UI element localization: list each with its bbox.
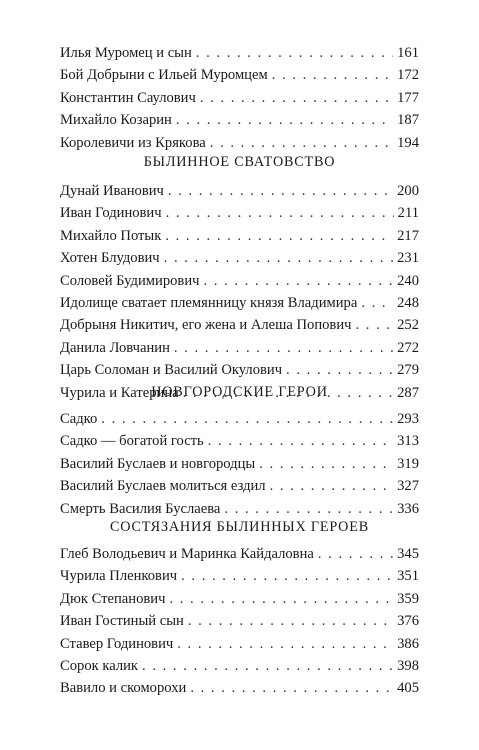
dot-leader <box>318 543 393 565</box>
toc-entry <box>60 292 419 314</box>
entry-page: 200 <box>397 183 419 199</box>
entry-page: 217 <box>397 227 419 244</box>
dot-leader <box>166 202 394 224</box>
entry-title: Иван Годинович <box>60 205 162 222</box>
toc-entry <box>60 498 419 520</box>
entry-page: 386 <box>397 635 419 652</box>
dot-leader <box>196 42 393 64</box>
toc-entry <box>60 64 419 86</box>
dot-leader <box>181 565 393 587</box>
dot-leader <box>286 359 393 381</box>
dot-leader <box>142 655 393 677</box>
entry-page: 376 <box>397 613 419 630</box>
toc-entry <box>60 610 419 632</box>
section-heading: СОСТЯЗАНИЯ БЫЛИННЫХ ГЕРОЕВ <box>110 519 369 535</box>
toc-entry <box>60 180 419 202</box>
entry-title: Константин Саулович <box>60 89 196 106</box>
section-list <box>60 543 419 700</box>
entry-page: 252 <box>397 317 419 334</box>
entry-page: 287 <box>397 384 419 401</box>
entry-title: Глеб Володьевич и Маринка Кайдаловна <box>60 546 314 562</box>
dot-leader <box>190 677 393 699</box>
entry-page: 345 <box>397 546 419 562</box>
entry-title: Соловей Будимирович <box>60 272 200 289</box>
entry-title: Дунай Иванович <box>60 183 164 199</box>
entry-page: 336 <box>397 500 419 517</box>
toc-entry <box>60 430 419 452</box>
dot-leader <box>188 610 393 632</box>
dot-leader <box>355 314 393 336</box>
dot-leader <box>203 270 393 292</box>
section-heading: НОВГОРОДСКИЕ ГЕРОИ <box>151 384 328 400</box>
entry-page: 293 <box>397 411 419 427</box>
entry-page: 398 <box>397 657 419 674</box>
entry-page: 194 <box>397 134 419 151</box>
entry-page: 240 <box>397 272 419 289</box>
toc-entry <box>60 42 419 64</box>
entry-title: Ставер Годинович <box>60 635 174 652</box>
dot-leader <box>208 430 393 452</box>
toc-entry <box>60 270 419 292</box>
dot-leader <box>165 225 393 247</box>
toc-entry <box>60 132 419 154</box>
entry-title: Чурила и Катерина <box>60 384 179 401</box>
entry-page: 351 <box>397 568 419 585</box>
toc-entry <box>60 633 419 655</box>
section-list <box>60 180 419 404</box>
toc-entry <box>60 359 419 381</box>
toc-top-list <box>60 42 419 154</box>
dot-leader <box>200 87 393 109</box>
entry-title: Чурила Пленкович <box>60 568 178 585</box>
section-heading: БЫЛИННОЕ СВАТОВСТВО <box>143 154 336 170</box>
dot-leader <box>101 408 393 430</box>
toc-entry <box>60 247 419 269</box>
entry-page: 359 <box>397 590 419 607</box>
dot-leader <box>174 337 393 359</box>
entry-title: Царь Соломан и Василий Окулович <box>60 362 283 379</box>
entry-page: 405 <box>397 680 419 697</box>
entry-title: Садко <box>60 411 98 427</box>
toc-entry <box>60 677 419 699</box>
toc-entry <box>60 475 419 497</box>
entry-title: Василий Буслаев и новгородцы <box>60 455 256 472</box>
dot-leader <box>272 64 393 86</box>
entry-title: Иван Гостиный сын <box>60 613 184 630</box>
entry-title: Хотен Блудович <box>60 250 160 267</box>
toc-entry <box>60 565 419 587</box>
toc-entry <box>60 337 419 359</box>
dot-leader <box>169 588 393 610</box>
entry-page: 327 <box>397 478 419 495</box>
toc-entry <box>60 314 419 336</box>
entry-title: Сорок калик <box>60 657 139 674</box>
entry-title: Идолище сватает племянницу князя Владимира <box>60 294 358 311</box>
entry-page: 272 <box>397 339 419 356</box>
entry-title: Бой Добрыни с Ильей Муромцем <box>60 67 268 84</box>
entry-title: Королевичи из Крякова <box>60 134 206 151</box>
toc-entry <box>60 543 419 565</box>
entry-title: Данила Ловчанин <box>60 339 170 356</box>
dot-leader <box>361 292 393 314</box>
dot-leader <box>270 475 394 497</box>
toc-entry <box>60 453 419 475</box>
entry-page: 172 <box>397 67 419 84</box>
entry-page: 177 <box>397 89 419 106</box>
dot-leader <box>168 180 393 202</box>
dot-leader <box>164 247 393 269</box>
entry-title: Илья Муромец и сын <box>60 45 192 61</box>
entry-title: Михайло Козарин <box>60 112 172 129</box>
section-list <box>60 408 419 520</box>
entry-page: 319 <box>397 455 419 472</box>
toc-entry <box>60 225 419 247</box>
entry-page: 161 <box>397 45 419 61</box>
dot-leader <box>224 498 393 520</box>
toc-entry <box>60 655 419 677</box>
entry-page: 248 <box>397 294 419 311</box>
toc-entry <box>60 87 419 109</box>
entry-title: Михайло Потык <box>60 227 162 244</box>
dot-leader <box>177 633 393 655</box>
entry-title: Смерть Василия Буслаева <box>60 500 221 517</box>
entry-title: Добрыня Никитич, его жена и Алеша Попович <box>60 317 352 334</box>
entry-page: 211 <box>397 205 419 222</box>
dot-leader <box>259 453 393 475</box>
entry-page: 279 <box>397 362 419 379</box>
entry-page: 231 <box>397 250 419 267</box>
toc-entry <box>60 202 419 224</box>
entry-title: Василий Буслаев молиться ездил <box>60 478 266 495</box>
entry-title: Садко — богатой гость <box>60 433 204 450</box>
entry-title: Дюк Степанович <box>60 590 166 607</box>
toc-entry <box>60 408 419 430</box>
dot-leader <box>176 109 393 131</box>
entry-title: Вавило и скоморохи <box>60 680 187 697</box>
entry-page: 313 <box>397 433 419 450</box>
toc-entry <box>60 588 419 610</box>
dot-leader <box>210 132 393 154</box>
toc-entry <box>60 109 419 131</box>
entry-page: 187 <box>397 112 419 129</box>
